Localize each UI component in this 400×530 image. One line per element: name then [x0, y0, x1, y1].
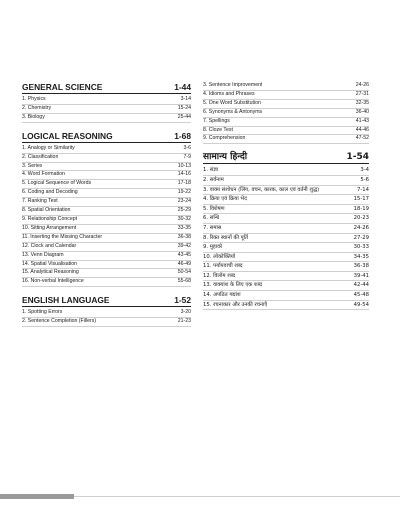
toc-entry-title: 7. Spellings: [203, 117, 230, 124]
toc-entry-pages: 36-40: [355, 108, 369, 115]
toc-entry-title: 13. Venn Diagram: [22, 251, 64, 258]
toc-entry-title: 12. विलोम शब्द: [203, 272, 236, 279]
toc-entry-pages: 15-17: [353, 196, 369, 203]
toc-entry-pages: 27-31: [355, 90, 369, 97]
section-title: ENGLISH LANGUAGE: [22, 295, 110, 306]
toc-entry-title: 2. Sentence Completion (Fillers): [22, 318, 97, 325]
toc-entry-pages: 46-49: [177, 260, 191, 267]
toc-entry-title: 11. पर्यायवाची शब्द: [203, 263, 243, 270]
section-gap: [22, 287, 191, 295]
toc-entry-pages: 3-14: [180, 96, 191, 102]
toc-entry: [22, 171, 191, 180]
toc-entry-title: 6. Coding and Decoding: [22, 189, 78, 196]
toc-entry-pages: 5-6: [360, 176, 369, 183]
toc-entry: [203, 262, 369, 272]
section-page-range: 1-54: [346, 152, 369, 163]
toc-entry-pages: 32-35: [355, 99, 369, 106]
toc-entry-pages: 18-19: [353, 205, 369, 212]
toc-entry-title: 4. क्रिया एवं क्रिया भेद: [203, 196, 247, 203]
toc-entry-title: 13. वाक्यांश के लिए एक शब्द: [203, 282, 263, 289]
toc-entry-pages: 27-29: [353, 234, 369, 241]
toc-entry: [203, 253, 369, 263]
footer-grey-bar: [0, 494, 74, 499]
toc-entry: [22, 243, 191, 252]
toc-entry-pages: 41-43: [355, 117, 369, 124]
toc-entry-title: 5. विशेषण: [203, 205, 225, 212]
toc-entry-title: 15. Analytical Reasoning: [22, 269, 79, 276]
toc-entry: [22, 252, 191, 261]
toc-entry-title: 6. Synonyms & Antonyms: [203, 108, 263, 115]
toc-entry-title: 5. One Word Substitution: [203, 99, 261, 106]
toc-entry-pages: 19-22: [177, 189, 191, 196]
toc-entry-pages: 34-35: [353, 253, 369, 260]
toc-entry: [22, 96, 191, 105]
section-title: GENERAL SCIENCE: [22, 82, 103, 92]
toc-entry: [203, 135, 369, 144]
toc-entry-title: 8. Spatial Orientation: [22, 207, 71, 214]
toc-entry-title: 10. Sitting Arrangement: [22, 224, 77, 231]
toc-entry: [203, 243, 369, 253]
toc-entry-pages: 10-13: [177, 162, 191, 169]
toc-entry: [203, 205, 369, 215]
toc-entry-title: 7. समास: [203, 224, 222, 231]
footer-rule: [74, 496, 400, 497]
toc-entry-pages: 20-23: [353, 215, 369, 222]
toc-entry: [203, 224, 369, 234]
toc-entry-pages: 47-52: [355, 135, 369, 142]
toc-entry: [22, 114, 191, 123]
toc-entry: [203, 100, 369, 109]
toc-entry-pages: 24-26: [355, 82, 369, 88]
toc-entry-pages: 50-54: [177, 269, 191, 276]
toc-entry-title: 3. Sentence Improvement: [203, 82, 263, 88]
toc-entry-title: 9. Relationship Concept: [22, 215, 78, 222]
toc-entry-title: 3. Series: [22, 162, 43, 169]
toc-right-column: [203, 82, 369, 310]
toc-entry: [22, 207, 191, 216]
toc-entry-title: 2. Classification: [22, 153, 59, 160]
toc-entry-title: 4. Idioms and Phrases: [203, 90, 255, 97]
toc-entry-title: 1. Physics: [22, 96, 46, 102]
toc-entry: [203, 91, 369, 100]
toc-entry-title: 3. Biology: [22, 113, 45, 120]
toc-entry-pages: 45-48: [353, 292, 369, 299]
section-page-range: 1-44: [174, 82, 191, 92]
toc-entry: [22, 154, 191, 163]
toc-entry-title: 6. सन्धि: [203, 215, 220, 222]
toc-entry-pages: 43-45: [177, 251, 191, 258]
toc-entry-title: 9. मुहावरे: [203, 244, 223, 251]
section-heading: [22, 82, 191, 94]
section-title: LOGICAL REASONING: [22, 130, 113, 141]
toc-entry-pages: 55-68: [177, 278, 191, 285]
toc-entry-pages: 17-18: [177, 180, 191, 187]
toc-entry-title: 8. रिक्त स्थानों की पूर्ति: [203, 234, 249, 241]
toc-entry-title: 2. सर्वनाम: [203, 176, 224, 183]
toc-entry: [22, 309, 191, 318]
toc-entry: [22, 198, 191, 207]
section-gap: [22, 123, 191, 131]
toc-entry: [203, 166, 369, 176]
toc-entry: [203, 195, 369, 205]
toc-entry: [203, 281, 369, 291]
toc-entry-pages: 25-29: [177, 207, 191, 214]
toc-entry-title: 7. Ranking Test: [22, 198, 58, 205]
toc-entry: [203, 214, 369, 224]
toc-entry-title: 9. Comprehension: [203, 135, 246, 142]
toc-entry: [203, 127, 369, 136]
toc-entry: [203, 82, 369, 91]
toc-entry-pages: 36-38: [177, 233, 191, 240]
toc-entry-title: 11. Inserting the Missing Character: [22, 233, 103, 240]
toc-entry-title: 8. Cloze Test: [203, 126, 233, 133]
toc-entry: [22, 145, 191, 154]
toc-entry-pages: 30-33: [353, 244, 369, 251]
section-heading: [203, 152, 369, 164]
toc-entry: [22, 189, 191, 198]
toc-entry: [22, 278, 191, 287]
toc-entry-pages: 23-24: [177, 198, 191, 205]
toc-entry-pages: 49-54: [353, 301, 369, 308]
toc-entry: [203, 301, 369, 311]
toc-entry-pages: 3-6: [183, 144, 191, 151]
toc-entry-pages: 39-42: [177, 242, 191, 249]
toc-entry-pages: 21-23: [177, 318, 191, 325]
toc-entry-title: 4. Word Formation: [22, 171, 65, 178]
toc-entry-pages: 3-20: [180, 309, 191, 316]
toc-entry-pages: 36-38: [353, 263, 369, 270]
toc-entry: [22, 269, 191, 278]
toc-entry: [22, 234, 191, 243]
toc-entry: [22, 318, 191, 327]
toc-entry-pages: 39-41: [353, 272, 369, 279]
toc-entry-title: 10. लोकोक्तियाँ: [203, 253, 236, 260]
section-page-range: 1-52: [174, 295, 191, 306]
toc-entry-title: 2. Chemistry: [22, 104, 52, 111]
toc-entry: [22, 216, 191, 225]
toc-entry: [203, 176, 369, 186]
toc-entry-title: 5. Logical Sequence of Words: [22, 180, 92, 187]
toc-entry: [22, 225, 191, 234]
toc-entry-pages: 3-4: [360, 167, 369, 174]
section-title: सामान्य हिन्दी: [203, 152, 248, 163]
toc-entry: [203, 234, 369, 244]
toc-entry-pages: 7-9: [183, 153, 191, 160]
toc-entry-pages: 44-46: [355, 126, 369, 133]
toc-entry-title: 1. संज्ञा: [203, 167, 219, 174]
toc-entry-title: 14. अपठित गद्यांश: [203, 292, 241, 299]
section-heading: [22, 295, 191, 307]
toc-entry-title: 1. Spotting Errors: [22, 309, 63, 316]
toc-entry: [203, 109, 369, 118]
toc-entry-pages: 33-35: [177, 224, 191, 231]
toc-entry: [22, 163, 191, 172]
toc-entry-title: 15. रचनाकार और उनकी रचनाएँ: [203, 301, 268, 308]
toc-entry: [203, 186, 369, 196]
toc-entry: [22, 105, 191, 114]
toc-entry: [203, 291, 369, 301]
toc-entry-pages: 42-44: [353, 282, 369, 289]
toc-entry-pages: 7-14: [356, 186, 369, 193]
toc-entry: [22, 180, 191, 189]
toc-entry-title: 1. Analogy or Similarity: [22, 144, 75, 151]
toc-entry-title: 14. Spatial Visualisation: [22, 260, 77, 267]
toc-entry: [22, 261, 191, 270]
toc-entry-pages: 25-44: [177, 113, 191, 120]
toc-entry-title: 16. Non-verbal Intelligence: [22, 278, 84, 285]
toc-left-column: [22, 82, 191, 327]
toc-entry: [203, 272, 369, 282]
toc-entry: [203, 118, 369, 127]
section-page-range: 1-68: [174, 130, 191, 141]
toc-entry-pages: 15-24: [177, 104, 191, 111]
toc-entry-pages: 24-26: [353, 224, 369, 231]
toc-entry-title: 12. Clock and Calendar: [22, 242, 77, 249]
toc-entry-pages: 14-16: [177, 171, 191, 178]
toc-entry-pages: 30-32: [177, 215, 191, 222]
section-heading: [22, 131, 191, 143]
toc-entry-title: 3. वाक्य संशोधन (लिंग, वचन, कारक, काल एवं वर्तनी शुद्ध): [203, 186, 320, 193]
